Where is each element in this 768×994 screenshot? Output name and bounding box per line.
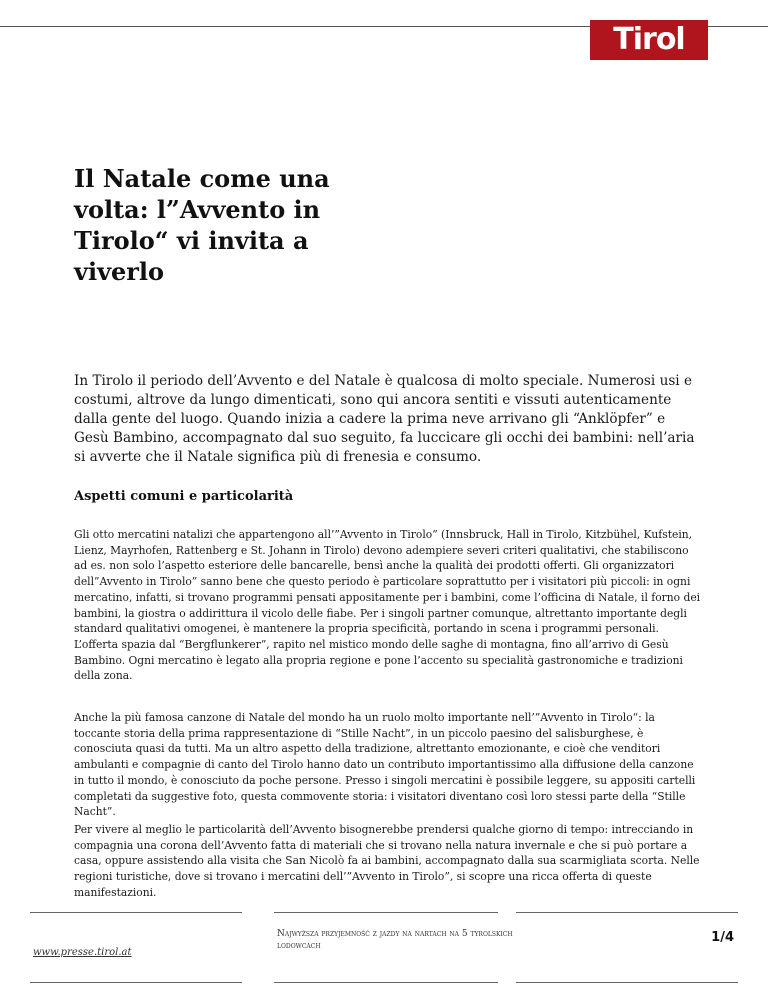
- body-paragraph-3: Per vivere al meglio le particolarità dell’Avvento bisognerebbe prendersi qualche giorno di tempo: intrecciando in compagnia una corona dell’Avvento fatta di materiali che si trovano nella natura invernale e che si può portare a casa, oppure assistendo alla visita che San Nicolò fa ai bambini, accompagnato dalla sua scarmigliata scorta. Nelle regioni turistiche, dove si trovano i mercatini dell’”Avvento in Tirolo”, si scopre una ricca offerta di queste manifestazioni.: [74, 823, 700, 899]
- footer-rule: [30, 982, 242, 983]
- footer-rule: [516, 912, 738, 913]
- footer-rule: [516, 982, 738, 983]
- logo-wordmark: Tirol: [613, 22, 685, 57]
- press-website-link[interactable]: www.presse.tirol.at: [33, 947, 132, 958]
- body-paragraph-2: Anche la più famosa canzone di Natale del mondo ha un ruolo molto importante nell’”Avvento in Tirolo“: la toccante storia della prima rappresentazione di “Stille Nacht”, in un piccolo paesino del salisburghese, è conosciuta quasi da tutti. Ma un altro aspetto della tradizione, altrettanto emozionante, e cioè che venditori ambulanti e compagnie di canto del Tirolo hanno dato un contributo importantissimo alla diffusione della canzone in tutto il mondo, è conosciuto da poche persone. Presso i singoli mercatini è possibile leggere, su appositi cartelli completati da suggestive foto, questa commovente storia: i visitatori diventano così loro stessi parte della “Stille Nacht”.: [74, 711, 696, 819]
- section-heading: Aspetti comuni e particolarità: [74, 489, 294, 504]
- tirol-logo: [590, 20, 708, 60]
- footer-rule: [30, 912, 242, 913]
- lead-paragraph: In Tirolo il periodo dell’Avvento e del Natale è qualcosa di molto speciale. Numerosi usi e costumi, altrove da lungo dimenticati, sono qui ancora sentiti e vissuti autenticamente dalla gente del luogo. Quando inizia a cadere la prima neve arrivano gli “Anklöpfer” e Gesù Bambino, accompagnato dal suo seguito, fa luccicare gli occhi dei bambini: nell’aria si avverte che il Natale significa più di frenesia e consumo.: [74, 373, 695, 465]
- footer-tagline: Najwyższa przyjemność z jazdy na nartach na 5 tyrolskich lodowcach: [277, 929, 513, 951]
- page-number: 1/4: [711, 930, 734, 945]
- body-paragraph-1: Gli otto mercatini natalizi che appartengono all’”Avvento in Tirolo” (Innsbruck, Hall in Tirolo, Kitzbühel, Kufstein, Lienz, Mayrhofen, Rattenberg e St. Johann in Tirolo) devono adempiere severi criteri qualitativi, che stabiliscono ad es. non solo l’aspetto esteriore delle bancarelle, bensì anche la qualità dei prodotti offerti. Gli organizzatori dell”Avvento in Tirolo” sanno bene che questo periodo è particolare soprattutto per i visitatori più piccoli: in ogni mercatino, infatti, si trovano programmi pensati appositamente per i bambini, come l’officina di Natale, il forno dei bambini, la giostra o addirittura il vicolo delle fiabe. Per i singoli partner comunque, altrettanto importante degli standard qualitativi omogenei, è mantenere la propria specificità, portando in scena i programmi personali. L’offerta spazia dal “Bergflunkerer”, rapito nel mistico mondo delle saghe di montagna, fino all’arrivo di Gesù Bambino. Ogni mercatino è legato alla propria regione e pone l’accento su specialità gastronomiche e tradizioni della zona.: [74, 528, 701, 683]
- document-title: Il Natale come una volta: l”Avvento in Tirolo“ vi invita a viverlo: [74, 164, 330, 286]
- footer-rule: [274, 982, 498, 983]
- footer-rule: [274, 912, 498, 913]
